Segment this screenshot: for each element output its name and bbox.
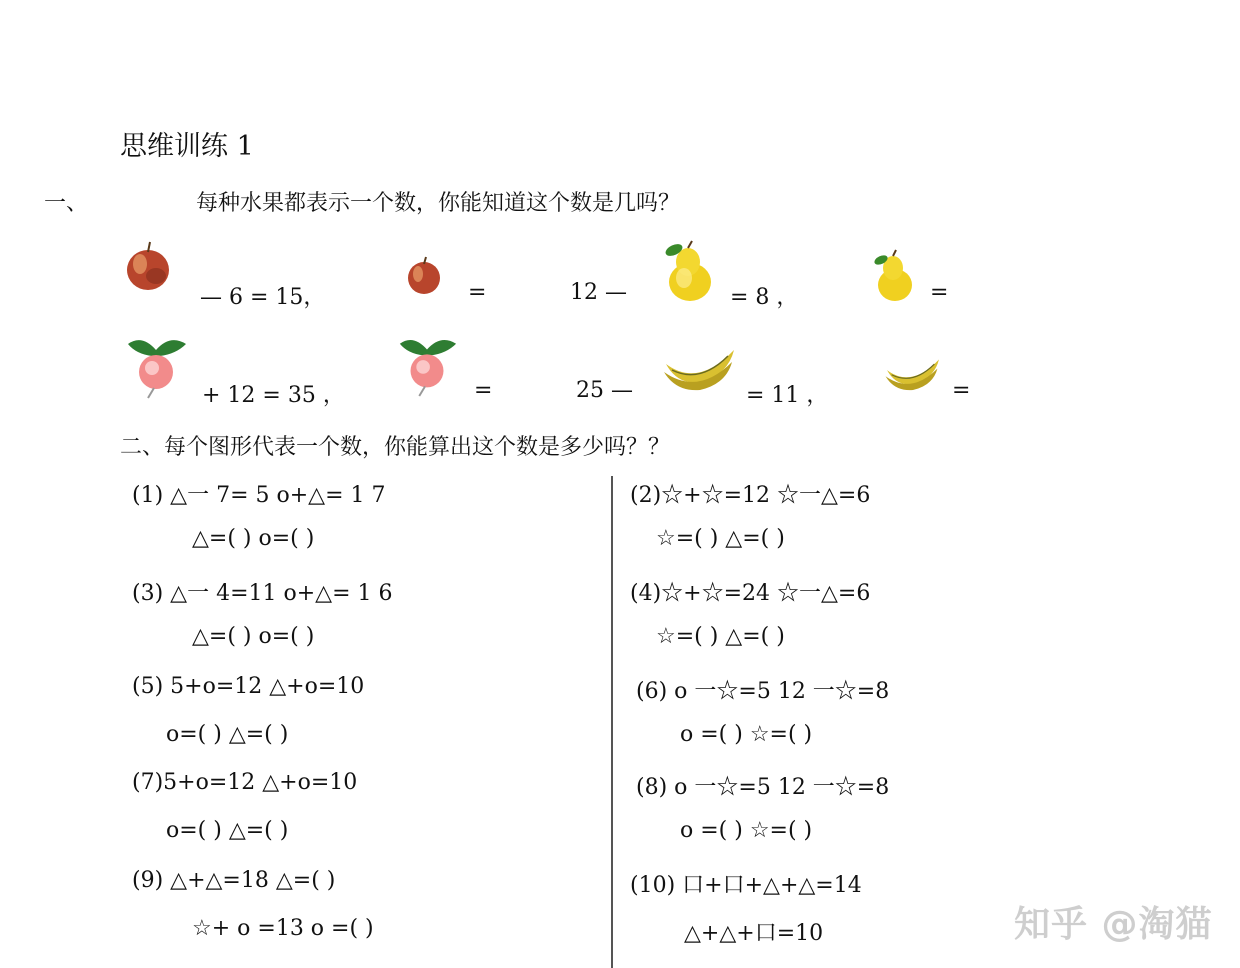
problem-4-line2: ☆=( ) △=( ) (656, 624, 785, 649)
section1-question: 每种水果都表示一个数，你能知道这个数是几吗？ (196, 191, 681, 216)
apple-icon (406, 256, 444, 296)
radish-icon (392, 334, 462, 398)
banana-icon (662, 344, 738, 394)
banana-answer: = (952, 378, 971, 403)
radish-equation: + 12 = 35 ， (202, 383, 345, 408)
problem-3-line2: △=( ) o=( ) (192, 624, 315, 649)
section2-question: 二、每个图形代表一个数，你能算出这个数是多少吗？？ (120, 435, 671, 460)
problem-10-line2: △+△+口=10 (684, 921, 824, 946)
section1-number: 一、 (44, 191, 89, 216)
problem-3-line1: (3) △一 4=11 o+△= 1 6 (132, 581, 393, 606)
problem-1-line2: △=( ) o=( ) (192, 526, 315, 551)
problem-1-line1: (1) △一 7= 5 o+△= 1 7 (132, 483, 386, 508)
pear-prefix: 12 — (570, 280, 627, 305)
problem-5-line1: (5) 5+o=12 △+o=10 (132, 674, 365, 699)
pear-answer: = (930, 280, 949, 305)
page-title: 思维训练 1 (120, 131, 254, 162)
problem-7-line1: (7)5+o=12 △+o=10 (132, 770, 358, 795)
watermark: 知乎 @淘猫 (1014, 904, 1213, 945)
pear-equation: = 8 ， (730, 285, 799, 310)
problem-4-line1: (4)☆+☆=24 ☆一△=6 (630, 581, 871, 606)
problem-6-line1: (6) o 一☆=5 12 一☆=8 (636, 679, 890, 704)
problem-6-line2: o =( ) ☆=( ) (680, 722, 813, 747)
column-divider (611, 476, 613, 968)
banana-prefix: 25 — (576, 378, 633, 403)
apple-equation: — 6 = 15， (200, 285, 326, 310)
problem-8-line2: o =( ) ☆=( ) (680, 818, 813, 843)
problem-8-line1: (8) o 一☆=5 12 一☆=8 (636, 775, 890, 800)
radish-answer: = (474, 378, 493, 403)
problem-5-line2: o=( ) △=( ) (166, 722, 289, 747)
problem-2-line2: ☆=( ) △=( ) (656, 526, 785, 551)
banana-equation: = 11 ， (746, 383, 829, 408)
pear-icon (662, 240, 716, 302)
apple-answer: = (468, 280, 487, 305)
problem-7-line2: o=( ) △=( ) (166, 818, 289, 843)
problem-9-line1: (9) △+△=18 △=( ) (132, 868, 336, 893)
pear-icon (872, 250, 916, 302)
radish-icon (120, 334, 192, 400)
problem-2-line1: (2)☆+☆=12 ☆一△=6 (630, 483, 871, 508)
banana-icon (884, 354, 942, 394)
problem-9-line2: ☆+ o =13 o =( ) (192, 916, 374, 941)
apple-icon (124, 240, 174, 292)
problem-10-line1: (10) 口+口+△+△=14 (630, 873, 862, 898)
